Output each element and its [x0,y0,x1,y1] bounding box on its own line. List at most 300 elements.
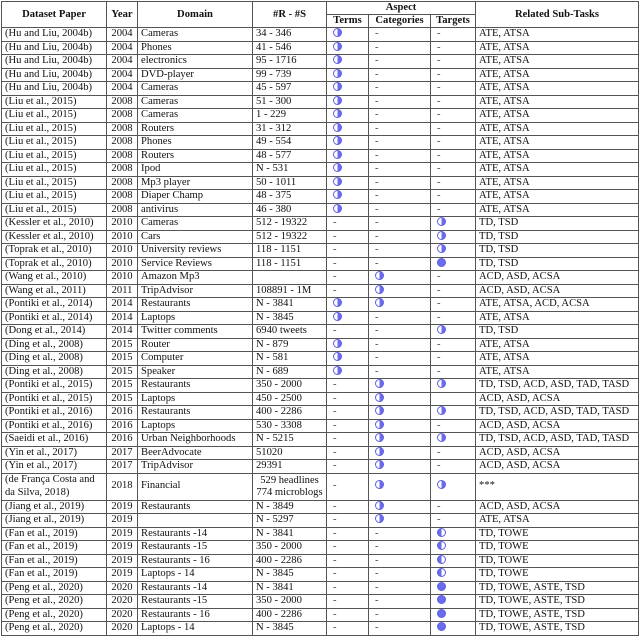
table-row [2,68,639,82]
year-cell: 2008 [107,176,138,190]
table-row [2,190,639,204]
terms-cell [327,406,369,420]
table-row [2,149,639,163]
dataset-paper-cell: (Pontiki et al., 2016) [2,419,107,433]
reviews-sentences-cell: 530 - 3308 [253,419,327,433]
year-cell: 2004 [107,55,138,69]
targets-cell [431,622,476,636]
terms-cell [327,311,369,325]
reviews-sentences-cell: 350 - 2000 [253,541,327,555]
domain-cell: Financial [138,473,253,500]
terms-cell [327,244,369,258]
domain-cell: Restaurants [138,298,253,312]
year-cell: 2019 [107,527,138,541]
related-subtasks-cell: ACD, ASD, ACSA [476,460,639,474]
reviews-sentences-cell: N - 581 [253,352,327,366]
terms-cell [327,136,369,150]
table-row [2,109,639,123]
related-subtasks-cell: ATE, ATSA [476,109,639,123]
dataset-paper-cell: (Liu et al., 2015) [2,149,107,163]
year-cell: 2004 [107,41,138,55]
terms-cell [327,28,369,42]
categories-cell [369,230,431,244]
domain-cell: Cameras [138,82,253,96]
dataset-paper-cell: (Kessler et al., 2010) [2,217,107,231]
domain-cell: Phones [138,41,253,55]
related-subtasks-cell: TD, TSD [476,325,639,339]
terms-cell [327,433,369,447]
right-half-circle-icon [437,217,446,226]
year-cell: 2008 [107,95,138,109]
reviews-sentences-cell: 46 - 380 [253,203,327,217]
year-cell: 2019 [107,554,138,568]
right-half-circle-icon [375,514,384,523]
dash-placeholder: - [437,338,441,350]
domain-cell: Restaurants -14 [138,527,253,541]
table-row [2,365,639,379]
table-row [2,82,639,96]
dash-placeholder: - [375,595,379,606]
dataset-paper-cell: (Pontiki et al., 2014) [2,311,107,325]
dash-placeholder: - [437,460,441,471]
dataset-paper-cell: (Ding et al., 2008) [2,365,107,379]
terms-cell [327,527,369,541]
year-cell: 2016 [107,406,138,420]
related-subtasks-cell: ATE, ATSA [476,28,639,42]
domain-cell: Twitter comments [138,325,253,339]
targets-cell [431,230,476,244]
right-half-circle-icon [333,69,342,78]
dash-placeholder: - [375,622,379,633]
header-targets: Targets [431,15,476,28]
dash-placeholder: - [375,527,379,539]
dataset-paper-cell: (Liu et al., 2015) [2,163,107,177]
terms-cell [327,284,369,298]
domain-cell: Restaurants [138,500,253,514]
dataset-paper-cell: (Peng et al., 2020) [2,581,107,595]
dash-placeholder: - [437,284,441,296]
dash-placeholder: - [437,446,441,458]
table-row [2,541,639,555]
left-half-circle-icon [437,568,446,577]
domain-cell: Cameras [138,109,253,123]
categories-cell [369,406,431,420]
targets-cell [431,608,476,622]
dataset-paper-cell: (Jiang et al., 2019) [2,500,107,514]
table-row [2,406,639,420]
categories-cell [369,257,431,271]
table-row [2,325,639,339]
targets-cell [431,514,476,528]
targets-cell [431,284,476,298]
right-half-circle-icon [437,379,446,388]
targets-cell [431,55,476,69]
right-half-circle-icon [333,366,342,375]
table-row [2,95,639,109]
dash-placeholder: - [437,514,441,525]
domain-cell: Urban Neighborhoods [138,433,253,447]
related-subtasks-cell: TD, TSD [476,244,639,258]
domain-cell: Cars [138,230,253,244]
right-half-circle-icon [333,339,342,348]
reviews-sentences-cell: 108891 - 1M [253,284,327,298]
categories-cell [369,379,431,393]
dataset-paper-cell: (Peng et al., 2020) [2,595,107,609]
terms-cell [327,298,369,312]
dash-placeholder: - [333,230,337,242]
header-categories: Categories [369,15,431,28]
reviews-sentences-cell: 45 - 597 [253,82,327,96]
categories-cell [369,460,431,474]
year-cell: 2019 [107,541,138,555]
year-cell: 2008 [107,190,138,204]
categories-cell [369,298,431,312]
related-subtasks-cell: TD, TOWE, ASTE, TSD [476,608,639,622]
dataset-paper-cell: (Yin et al., 2017) [2,446,107,460]
targets-cell [431,446,476,460]
dash-placeholder: - [333,460,337,471]
dash-placeholder: - [333,392,337,404]
filled-circle-icon [437,258,446,267]
domain-cell: Laptops - 14 [138,568,253,582]
dash-placeholder: - [375,244,379,255]
reviews-sentences-cell: 1 - 229 [253,109,327,123]
right-half-circle-icon [375,420,384,429]
table-row [2,352,639,366]
reviews-sentences-cell: N - 3845 [253,568,327,582]
categories-cell [369,608,431,622]
dataset-paper-cell: (Toprak et al., 2010) [2,257,107,271]
table-row [2,55,639,69]
dash-placeholder: - [333,284,337,296]
terms-cell [327,271,369,285]
dash-placeholder: - [437,500,441,512]
dataset-paper-cell: (Ding et al., 2008) [2,338,107,352]
right-half-circle-icon [375,393,384,402]
related-subtasks-cell: TD, TSD [476,217,639,231]
domain-cell: DVD-player [138,68,253,82]
right-half-circle-icon [437,231,446,240]
year-cell: 2014 [107,298,138,312]
table-row [2,379,639,393]
targets-cell [431,311,476,325]
dataset-paper-cell: (Peng et al., 2020) [2,622,107,636]
right-half-circle-icon [333,82,342,91]
categories-cell [369,203,431,217]
year-cell: 2019 [107,568,138,582]
terms-cell [327,109,369,123]
dataset-paper-cell: (Peng et al., 2020) [2,608,107,622]
table-row [2,473,639,500]
table-row [2,271,639,285]
year-cell: 2010 [107,244,138,258]
right-half-circle-icon [333,96,342,105]
dash-placeholder: - [437,68,441,80]
right-half-circle-icon [437,406,446,415]
dash-placeholder: - [375,136,379,147]
year-cell: 2020 [107,608,138,622]
terms-cell [327,446,369,460]
reviews-sentences-cell: N - 879 [253,338,327,352]
table-row [2,608,639,622]
dash-placeholder: - [437,298,441,309]
table-row [2,311,639,325]
dash-placeholder: - [333,325,337,336]
related-subtasks-cell: TD, TOWE [476,568,639,582]
terms-cell [327,95,369,109]
dataset-paper-cell: (Jiang et al., 2019) [2,514,107,528]
targets-cell [431,244,476,258]
domain-cell: Restaurants [138,379,253,393]
dash-placeholder: - [333,480,337,492]
year-cell: 2019 [107,500,138,514]
year-cell: 2004 [107,68,138,82]
filled-circle-icon [437,622,446,631]
targets-cell [431,149,476,163]
year-cell: 2011 [107,284,138,298]
related-subtasks-cell: ATE, ATSA [476,82,639,96]
dash-placeholder: - [333,608,337,620]
terms-cell [327,379,369,393]
related-subtasks-cell: ATE, ATSA [476,55,639,69]
dash-placeholder: - [375,581,379,593]
targets-cell [431,595,476,609]
categories-cell [369,271,431,285]
dataset-paper-cell: (Liu et al., 2015) [2,136,107,150]
year-cell: 2016 [107,433,138,447]
terms-cell [327,230,369,244]
related-subtasks-cell: TD, TOWE [476,554,639,568]
terms-cell [327,568,369,582]
dash-placeholder: - [333,433,337,444]
domain-cell: Routers [138,122,253,136]
targets-cell [431,527,476,541]
dash-placeholder: - [375,109,379,120]
year-cell: 2016 [107,419,138,433]
dataset-paper-cell: (Liu et al., 2015) [2,109,107,123]
terms-cell [327,68,369,82]
categories-cell [369,136,431,150]
categories-cell [369,82,431,96]
year-cell: 2004 [107,28,138,42]
targets-cell [431,541,476,555]
dataset-paper-cell: (Dong et al., 2014) [2,325,107,339]
dash-placeholder: - [333,527,337,539]
related-subtasks-cell: ATE, ATSA [476,122,639,136]
header-domain: Domain [138,2,253,28]
dataset-paper-cell: (Liu et al., 2015) [2,122,107,136]
dash-placeholder: - [375,311,379,323]
right-half-circle-icon [333,312,342,321]
domain-cell: electronics [138,55,253,69]
reviews-sentences-cell: 99 - 739 [253,68,327,82]
dash-placeholder: - [375,568,379,579]
terms-cell [327,595,369,609]
targets-cell [431,325,476,339]
related-subtasks-cell: TD, TSD, ACD, ASD, TAD, TASD [476,379,639,393]
categories-cell [369,122,431,136]
right-half-circle-icon [333,123,342,132]
year-cell: 2004 [107,82,138,96]
targets-cell [431,190,476,204]
year-cell: 2008 [107,203,138,217]
filled-circle-icon [437,595,446,604]
related-subtasks-cell: ATE, ATSA [476,176,639,190]
domain-cell: antivirus [138,203,253,217]
terms-cell [327,622,369,636]
domain-cell: Router [138,338,253,352]
related-subtasks-cell: ATE, ATSA [476,365,639,379]
related-subtasks-cell: ATE, ATSA [476,136,639,150]
year-cell: 2008 [107,149,138,163]
domain-cell: Restaurants -15 [138,595,253,609]
targets-cell [431,271,476,285]
table-row [2,230,639,244]
targets-cell [431,473,476,500]
dash-placeholder: - [437,311,441,323]
categories-cell [369,581,431,595]
reviews-sentences-cell: 34 - 346 [253,28,327,42]
domain-cell: BeerAdvocate [138,446,253,460]
related-subtasks-cell: ACD, ASD, ACSA [476,446,639,460]
header-terms: Terms [327,15,369,28]
dash-placeholder: - [333,379,337,390]
categories-cell [369,365,431,379]
dash-placeholder: - [375,554,379,566]
related-subtasks-cell: TD, TOWE, ASTE, TSD [476,595,639,609]
terms-cell [327,217,369,231]
categories-cell [369,433,431,447]
table-row [2,581,639,595]
related-subtasks-cell: ATE, ATSA [476,311,639,325]
table-row [2,595,639,609]
targets-cell [431,176,476,190]
terms-cell [327,176,369,190]
domain-cell: University reviews [138,244,253,258]
related-subtasks-cell: ATE, ATSA [476,95,639,109]
dash-placeholder: - [437,176,441,188]
categories-cell [369,163,431,177]
right-half-circle-icon [375,285,384,294]
left-half-circle-icon [437,555,446,564]
table-row [2,338,639,352]
related-subtasks-cell: ACD, ASD, ACSA [476,500,639,514]
table-row [2,28,639,42]
targets-cell [431,352,476,366]
categories-cell [369,190,431,204]
targets-cell [431,460,476,474]
related-subtasks-cell: TD, TOWE [476,541,639,555]
reviews-sentences-cell: 400 - 2286 [253,608,327,622]
dash-placeholder: - [333,257,337,269]
terms-cell [327,163,369,177]
domain-cell: Restaurants - 16 [138,608,253,622]
categories-cell [369,473,431,500]
right-half-circle-icon [375,271,384,280]
dataset-paper-cell: (Liu et al., 2015) [2,95,107,109]
related-subtasks-cell: *** [476,473,639,500]
targets-cell [431,338,476,352]
domain-cell: Ipod [138,163,253,177]
dash-placeholder: - [437,28,441,39]
year-cell: 2014 [107,311,138,325]
reviews-sentences-cell: 118 - 1151 [253,257,327,271]
targets-cell [431,136,476,150]
categories-cell [369,325,431,339]
related-subtasks-cell: TD, TSD [476,230,639,244]
header-reviews-sentences: #R - #S [253,2,327,28]
dash-placeholder: - [437,82,441,93]
dash-placeholder: - [437,41,441,53]
related-subtasks-cell: ACD, ASD, ACSA [476,284,639,298]
categories-cell [369,352,431,366]
right-half-circle-icon [437,325,446,334]
year-cell: 2008 [107,122,138,136]
related-subtasks-cell: ATE, ATSA [476,41,639,55]
categories-cell [369,338,431,352]
terms-cell [327,392,369,406]
year-cell: 2008 [107,136,138,150]
related-subtasks-cell: ATE, ATSA [476,190,639,204]
table-row [2,136,639,150]
categories-cell [369,568,431,582]
dataset-paper-cell: (Fan et al., 2019) [2,554,107,568]
dataset-paper-cell: (Liu et al., 2015) [2,203,107,217]
table-row [2,500,639,514]
targets-cell [431,419,476,433]
dash-placeholder: - [375,203,379,215]
domain-cell: Restaurants -15 [138,541,253,555]
related-subtasks-cell: ATE, ATSA [476,163,639,177]
table-row [2,176,639,190]
targets-cell [431,41,476,55]
categories-cell [369,28,431,42]
targets-cell [431,122,476,136]
filled-circle-icon [437,609,446,618]
right-half-circle-icon [333,177,342,186]
dash-placeholder: - [333,554,337,566]
left-half-circle-icon [437,528,446,537]
table-row [2,217,639,231]
categories-cell [369,95,431,109]
terms-cell [327,352,369,366]
table-row [2,568,639,582]
related-subtasks-cell: TD, TOWE, ASTE, TSD [476,581,639,595]
reviews-sentences-cell: N - 3841 [253,527,327,541]
targets-cell [431,581,476,595]
datasets-table [1,1,639,636]
terms-cell [327,460,369,474]
right-half-circle-icon [333,55,342,64]
targets-cell [431,392,476,406]
dash-placeholder: - [375,608,379,620]
terms-cell [327,325,369,339]
categories-cell [369,622,431,636]
reviews-sentences-cell: N - 3849 [253,500,327,514]
table-row [2,514,639,528]
reviews-sentences-cell: 29391 [253,460,327,474]
dash-placeholder: - [333,217,337,228]
terms-cell [327,82,369,96]
table-row [2,554,639,568]
reviews-sentences-cell: N - 3841 [253,298,327,312]
year-cell: 2020 [107,595,138,609]
terms-cell [327,338,369,352]
terms-cell [327,257,369,271]
dash-placeholder: - [333,541,337,552]
right-half-circle-icon [375,379,384,388]
reviews-sentences-cell: 450 - 2500 [253,392,327,406]
